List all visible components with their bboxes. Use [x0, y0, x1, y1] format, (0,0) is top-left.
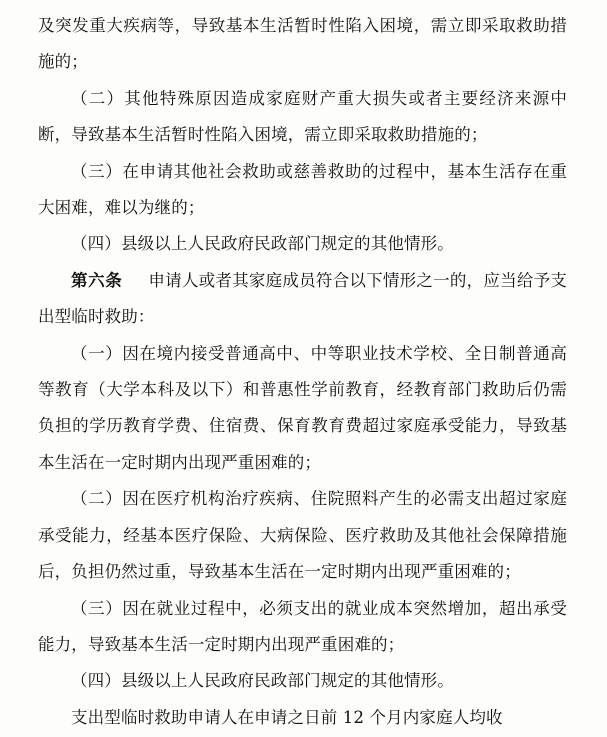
paragraph-article6-clause-1: （一）因在境内接受普通高中、中等职业技术学校、全日制普通高等教育（大学本科及以下）和普惠性学前教育，经教育部门救助后仍需负担的学历教育学费、住宿费、保育教育费超过家庭承受能力，导致基本生活在一定时期内出现严重困难的； [38, 343, 567, 472]
paragraph-clause-2: （二）其他特殊原因造成家庭财产重大损失或者主要经济来源中断，导致基本生活暂时性陷入困境，需立即采取救助措施的； [38, 88, 567, 145]
paragraph-article6-clause-4: （四）县级以上人民政府民政部门规定的其他情形。 [71, 671, 454, 691]
paragraph-continued: 及突发重大疾病等，导致基本生活暂时性陷入困境，需立即采取救助措施的； [38, 16, 567, 72]
article-number: 第六条 [71, 270, 123, 290]
paragraph-article6-clause-3: （三）因在就业过程中，必须支出的就业成本突然增加，超出承受能力，导致基本生活一定时期内出现严重困难的； [38, 598, 567, 654]
paragraph-article6-clause-2: （二）因在医疗机构治疗疾病、住院照料产生的必需支出超过家庭承受能力，经基本医疗保险、大病保险、医疗救助及其他社会保障措施后，负担仍然过重，导致基本生活在一定时期内出现严重困难的； [38, 489, 567, 582]
paragraph-clause-4: （四）县级以上人民政府民政部门规定的其他情形。 [71, 234, 454, 254]
paragraph-clause-3: （三）在申请其他社会救助或慈善救助的过程中，基本生活存在重大困难，难以为继的； [38, 161, 567, 218]
paragraph-article-6 [38, 263, 567, 336]
paragraph-closing: 支出型临时救助申请人在申请之日前 12 个月内家庭人均收 [71, 707, 503, 727]
article-text: 申请人或者其家庭成员符合以下情形之一的，应当给予支出型临时救助： [38, 270, 568, 327]
